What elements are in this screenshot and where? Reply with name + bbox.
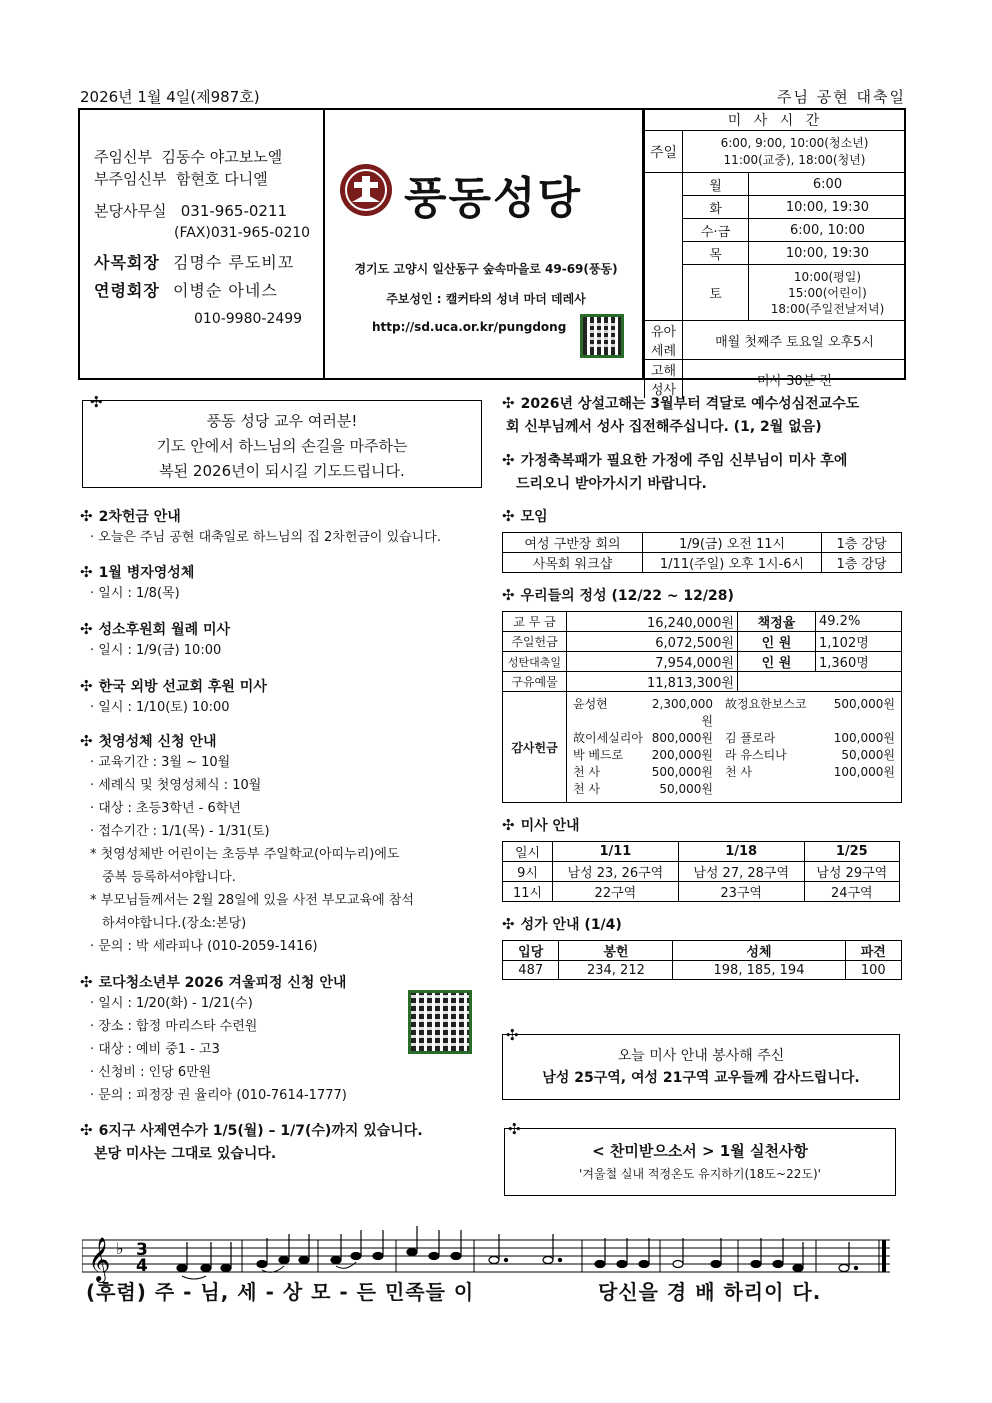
table-cell: 9시 (503, 862, 553, 882)
table-row (503, 553, 902, 573)
table-row (503, 612, 902, 632)
issue-header (80, 86, 906, 107)
announcement-line: · 교육기간 : 3월 ~ 10월 (90, 755, 231, 770)
cross-icon: ✣ (502, 816, 515, 834)
table-header: 입당 (503, 941, 559, 961)
announcement (80, 676, 490, 719)
announcement (80, 562, 490, 605)
practice-title: < 찬미받으소서 > 1월 실천사항 (592, 1142, 808, 1160)
parish-patron: 주보성인 : 캘커타의 성녀 마더 데레사 (386, 292, 586, 306)
sunday-time-line: 6:00, 9:00, 10:00(청소년) (720, 135, 869, 150)
thanks-box (502, 1034, 900, 1100)
table-cell: 1,102명 (816, 632, 902, 652)
table-header: 봉헌 (559, 941, 673, 961)
left-column (80, 506, 490, 1166)
issue-date: 2026년 1월 4일(제987호) (80, 88, 260, 106)
offering-table (502, 611, 902, 803)
saturday-label: 토 (683, 265, 749, 321)
cross-icon: ✣ (502, 915, 515, 933)
infant-baptism-label: 유아세례 (645, 321, 683, 360)
table-cell: 1층 강당 (822, 533, 902, 553)
table-row (503, 842, 900, 862)
table-row (503, 961, 902, 980)
thanks-line: 오늘 미사 안내 봉사해 주신 (617, 1048, 785, 1064)
clergy-note (80, 1119, 490, 1166)
table-cell: 감사헌금 (503, 692, 567, 803)
announcement-line: · 일시 : 1/8(목) (90, 586, 180, 601)
table-header: 일시 (503, 842, 553, 862)
table-cell: 성탄대축일 (503, 652, 567, 672)
announcement-line: · 대상 : 예비 중1 - 고3 (90, 1042, 220, 1057)
parish-name: 풍동성당 (404, 173, 583, 224)
thanks-line: 남성 25구역, 여성 21구역 교우들께 감사드립니다. (542, 1070, 860, 1086)
hymns-title: 성가 안내 (1/4) (520, 917, 622, 933)
announcement-line: · 오늘은 주님 공현 대축일로 하느님의 집 2차헌금이 있습니다. (90, 530, 441, 545)
practice-text: '겨울철 실내 적정온도 유지하기(18도~22도)' (579, 1167, 821, 1181)
hymns-table (502, 940, 902, 980)
table-header: 1/11 (553, 842, 679, 862)
music-score (82, 1218, 894, 1318)
announcement-title: 1월 병자영성체 (98, 565, 195, 581)
contact-phone: 010-9980-2499 (194, 311, 303, 327)
table-cell: 23구역 (678, 882, 804, 902)
parish-url[interactable]: http://sd.uca.or.kr/pungdong (372, 320, 567, 334)
mass-guide-title: 미사 안내 (520, 818, 580, 834)
announcement-title: 2차헌금 안내 (98, 509, 181, 525)
donor-amount: 2,300,000원 (651, 697, 713, 728)
table-header: 1/18 (678, 842, 804, 862)
greeting-line: 복된 2026년이 되시길 기도드립니다. (159, 462, 405, 480)
cross-icon: ✣ (80, 732, 93, 750)
donor-name: 천 사 (725, 765, 752, 779)
time-signature-bottom: 4 (136, 1256, 148, 1276)
greeting-cross-icon: ✣ (90, 393, 103, 411)
announcement-title: 한국 외방 선교회 후원 미사 (98, 679, 267, 695)
donor-name: 김 플로라 (725, 731, 776, 745)
weekday-time: 6:00, 10:00 (749, 219, 907, 242)
notice-line: 가정축복패가 필요한 가정에 주임 신부님이 미사 후에 (520, 453, 848, 469)
staff-name: 이병순 아네스 (172, 281, 278, 300)
time-signature-top: 3 (136, 1240, 148, 1260)
table-cell: 7,954,000원 (567, 652, 738, 672)
table-cell: 234, 212 (559, 961, 673, 980)
office-phone: 031-965-0211 (180, 202, 288, 220)
table-row (503, 533, 902, 553)
staff-name: 김동수 야고보노엘 (161, 148, 283, 166)
clergy-note-line: 본당 미사는 그대로 있습니다. (94, 1146, 277, 1162)
meeting-title: 모임 (520, 509, 548, 525)
staff-role: 부주임신부 (94, 170, 167, 188)
announcement-line: · 신청비 : 인당 6만원 (90, 1065, 212, 1080)
staff-role: 주임신부 (94, 148, 152, 166)
parish-info (326, 110, 642, 378)
cross-icon: ✣ (502, 394, 515, 412)
table-cell: 11,813,300원 (567, 672, 738, 692)
announcement-line: 하셔야합니다.(장소:본당) (102, 916, 247, 931)
announcement (80, 619, 490, 662)
sunday-times (683, 131, 907, 173)
saturday-time-line: 15:00(어린이) (788, 285, 867, 300)
announcement-title: 로다청소년부 2026 겨울피정 신청 안내 (98, 975, 347, 991)
cross-icon: ✣ (502, 507, 515, 525)
donor-name: 故이세실리아 (573, 731, 643, 745)
table-header: 1/25 (804, 842, 899, 862)
cross-icon: ✣ (508, 1120, 521, 1138)
table-cell: 1층 강당 (822, 553, 902, 573)
announcement (80, 506, 490, 548)
table-cell: 책정율 (738, 612, 816, 632)
weekday-time: 10:00, 19:30 (749, 196, 907, 219)
announcement-line: * 부모님들께서는 2월 28일에 있을 사전 부모교육에 참석 (90, 893, 414, 908)
confession-label: 고해성사 (645, 360, 683, 399)
meeting-table (502, 532, 902, 573)
notice-line: 2026년 상설고해는 3월부터 격달로 예수성심전교수도 (520, 396, 860, 412)
cross-icon: ✣ (80, 973, 93, 991)
office-fax: (FAX)031-965-0210 (174, 225, 311, 241)
table-row (503, 882, 900, 902)
donor-amount: 100,000원 (833, 731, 895, 745)
weekday-time: 6:00 (749, 173, 907, 196)
staff-name: 함현호 다니엘 (176, 170, 268, 188)
donor-name: 윤성현 (573, 697, 608, 711)
greeting-box (82, 400, 482, 488)
table-cell: 16,240,000원 (567, 612, 738, 632)
mass-guide-table (502, 841, 900, 902)
table-row (503, 692, 902, 803)
donor-name: 천 사 (573, 765, 600, 779)
svg-text:♭: ♭ (116, 1239, 124, 1258)
infant-baptism-value: 매월 첫째주 토요일 오후5시 (683, 321, 907, 360)
table-row (503, 652, 902, 672)
saturday-time-line: 10:00(평일) (793, 269, 862, 284)
table-cell: 1/11(주일) 오후 1시-6시 (643, 553, 822, 573)
cross-icon: ✣ (80, 1121, 93, 1139)
cross-icon: ✣ (80, 677, 93, 695)
table-cell: 남성 27, 28구역 (678, 862, 804, 882)
table-cell: 49.2% (816, 612, 902, 632)
announcement-title: 첫영성체 신청 안내 (98, 734, 217, 750)
lyrics-line: 당신을 경 배 하리이 다. (598, 1280, 822, 1304)
clergy-note-line: 6지구 사제연수가 1/5(월) – 1/7(수)까지 있습니다. (98, 1123, 423, 1139)
cross-icon: ✣ (506, 1026, 519, 1044)
announcement-line: · 문의 : 피정장 권 율리아 (010-7614-1777) (90, 1088, 347, 1103)
table-row (503, 862, 900, 882)
table-cell: 1,360명 (816, 652, 902, 672)
saturday-times (749, 265, 907, 321)
table-cell: 인 원 (738, 632, 816, 652)
greeting-line: 기도 안에서 하느님의 손길을 마주하는 (156, 437, 408, 455)
table-row (503, 672, 902, 692)
staff-name: 김명수 루도비꼬 (172, 253, 295, 272)
donor-amount: 50,000원 (841, 748, 895, 762)
greeting-line: 풍동 성당 교우 여러분! (206, 412, 358, 430)
announcement-line: · 접수기간 : 1/1(목) - 1/31(토) (90, 824, 270, 839)
announcement-line: · 장소 : 합정 마리스타 수련원 (90, 1019, 258, 1034)
notice-line: 드리오니 받아가시기 바랍니다. (516, 476, 707, 492)
right-column (502, 392, 906, 980)
staff-list (94, 146, 319, 330)
cross-icon: ✣ (80, 620, 93, 638)
cross-icon: ✣ (80, 507, 93, 525)
donor-amount: 500,000원 (833, 697, 895, 711)
donor-amount: 100,000원 (833, 765, 895, 779)
weekday-label: 월 (683, 173, 749, 196)
table-cell: 1/9(금) 오전 11시 (643, 533, 822, 553)
weekday-label: 화 (683, 196, 749, 219)
weekday-label: 수·금 (683, 219, 749, 242)
table-cell: 교 무 금 (503, 612, 567, 632)
donor-amount: 50,000원 (659, 782, 713, 796)
notice (502, 392, 906, 439)
lyrics-line: (후렴) 주 - 님, 세 - 상 모 - 든 민족들 이 (86, 1280, 475, 1304)
table-row (503, 632, 902, 652)
mass-schedule-table (644, 110, 906, 398)
staff-role: 본당사무실 (94, 202, 167, 220)
notice (502, 449, 906, 496)
donor-name: 박 베드로 (573, 748, 624, 762)
donor-amount: 500,000원 (651, 765, 713, 779)
table-cell: 남성 23, 26구역 (553, 862, 679, 882)
donor-name: 故정요한보스코 (725, 697, 807, 711)
cross-icon: ✣ (502, 586, 515, 604)
table-cell: 11시 (503, 882, 553, 902)
practice-box (504, 1128, 896, 1196)
weekday-time: 10:00, 19:30 (749, 242, 907, 265)
staff-role: 연령회장 (94, 281, 160, 300)
masthead (78, 108, 906, 398)
offering-title: 우리들의 정성 (12/22 ~ 12/28) (520, 588, 734, 604)
table-header: 파견 (845, 941, 901, 961)
mass-schedule-title: 미 사 시 간 (645, 110, 907, 131)
confession-value: 미사 30분 전 (683, 360, 907, 399)
announcement (80, 972, 490, 1107)
weekday-label: 목 (683, 242, 749, 265)
qr-code-icon[interactable] (408, 990, 472, 1054)
notice-line: 회 신부님께서 성사 집전해주십니다. (1, 2월 없음) (506, 419, 822, 435)
table-cell: 198, 185, 194 (673, 961, 845, 980)
cross-icon: ✣ (80, 563, 93, 581)
donor-amount: 800,000원 (651, 731, 713, 745)
sunday-label: 주일 (645, 131, 683, 173)
feast-name: 주님 공현 대축일 (777, 88, 906, 106)
announcement-line: · 문의 : 박 세라피나 (010-2059-1416) (90, 939, 318, 954)
announcement-line: 중복 등록하셔야합니다. (102, 870, 236, 885)
donor-name: 천 사 (573, 782, 600, 796)
table-cell: 주일헌금 (503, 632, 567, 652)
qr-code-icon[interactable] (580, 314, 624, 358)
announcement (80, 731, 490, 958)
table-cell: 22구역 (553, 882, 679, 902)
table-row (503, 941, 902, 961)
thanks-list (567, 692, 902, 803)
donor-amount: 200,000원 (651, 748, 713, 762)
table-cell: 6,072,500원 (567, 632, 738, 652)
table-cell: 사목회 워크샵 (503, 553, 643, 573)
announcement-line: · 대상 : 초등3학년 - 6학년 (90, 801, 241, 816)
announcement-line: * 첫영성체반 어린이는 초등부 주일학교(아띠누리)에도 (90, 847, 400, 862)
table-header: 성체 (673, 941, 845, 961)
table-cell: 24구역 (804, 882, 899, 902)
announcement-title: 성소후원회 월례 미사 (98, 622, 231, 638)
saturday-time-line: 18:00(주일전날저녁) (770, 301, 885, 316)
parish-address: 경기도 고양시 일산동구 숲속마을로 49-69(풍동) (354, 262, 618, 276)
svg-text:𝄞: 𝄞 (88, 1237, 111, 1281)
table-cell: 여성 구반장 회의 (503, 533, 643, 553)
parish-logo (338, 162, 394, 218)
announcement-line: · 일시 : 1/9(금) 10:00 (90, 643, 222, 658)
announcement-line: · 일시 : 1/20(화) - 1/21(수) (90, 996, 253, 1011)
sunday-time-line: 11:00(교중), 18:00(청년) (723, 152, 866, 167)
staff-role: 사목회장 (94, 253, 160, 272)
donor-name: 라 유스티나 (725, 748, 787, 762)
table-cell: 인 원 (738, 652, 816, 672)
cross-icon: ✣ (502, 451, 515, 469)
table-cell: 100 (845, 961, 901, 980)
announcement-line: · 세례식 및 첫영성체식 : 10월 (90, 778, 262, 793)
announcement-line: · 일시 : 1/10(토) 10:00 (90, 700, 230, 715)
table-cell: 남성 29구역 (804, 862, 899, 882)
table-cell: 구유예물 (503, 672, 567, 692)
table-cell: 487 (503, 961, 559, 980)
